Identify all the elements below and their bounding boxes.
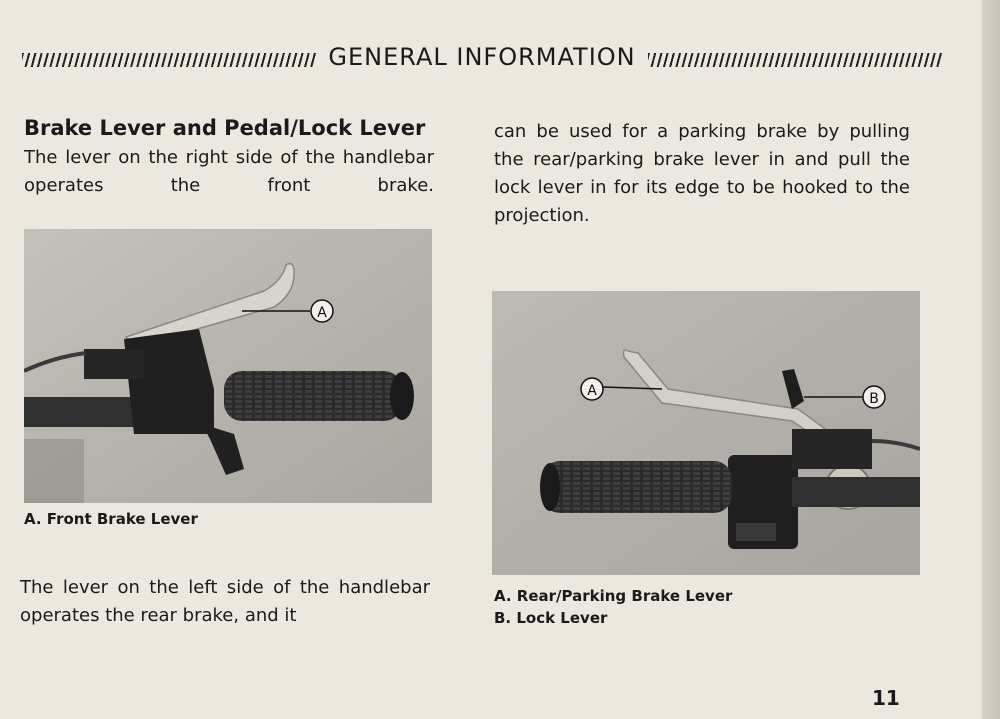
- page-number: 11: [872, 686, 900, 710]
- section-header: [22, 40, 942, 74]
- front-brake-photo: [24, 229, 432, 503]
- caption-rear-brake: [494, 585, 732, 629]
- caption-front-brake: [24, 508, 198, 530]
- paragraph-rear-brake: The lever on the left side of the handlebar operates the rear brake, and it: [20, 577, 430, 626]
- header-dots-left: [22, 53, 316, 67]
- caption-line-b: B. Lock Lever: [494, 609, 608, 627]
- callout-b-right: B: [869, 391, 879, 407]
- paragraph-front-brake: The lever on the right side of the handlebar operates the front brake.: [24, 147, 434, 196]
- paragraph-parking-brake: can be used for a parking brake by pulling the rear/parking brake lever in and pull the lock lever in for its edge to be hooked to the projection.: [494, 121, 910, 226]
- callout-a-right: A: [587, 383, 597, 399]
- header-title: GENERAL INFORMATION: [328, 43, 636, 71]
- header-dots-right: [648, 53, 942, 67]
- rear-brake-photo: [492, 291, 920, 575]
- caption-line-a: A. Front Brake Lever: [24, 510, 198, 528]
- section-title: Brake Lever and Pedal/Lock Lever: [24, 116, 426, 140]
- callout-a-left: A: [317, 305, 327, 321]
- page-edge: [982, 0, 1000, 719]
- caption-line-a: A. Rear/Parking Brake Lever: [494, 587, 733, 605]
